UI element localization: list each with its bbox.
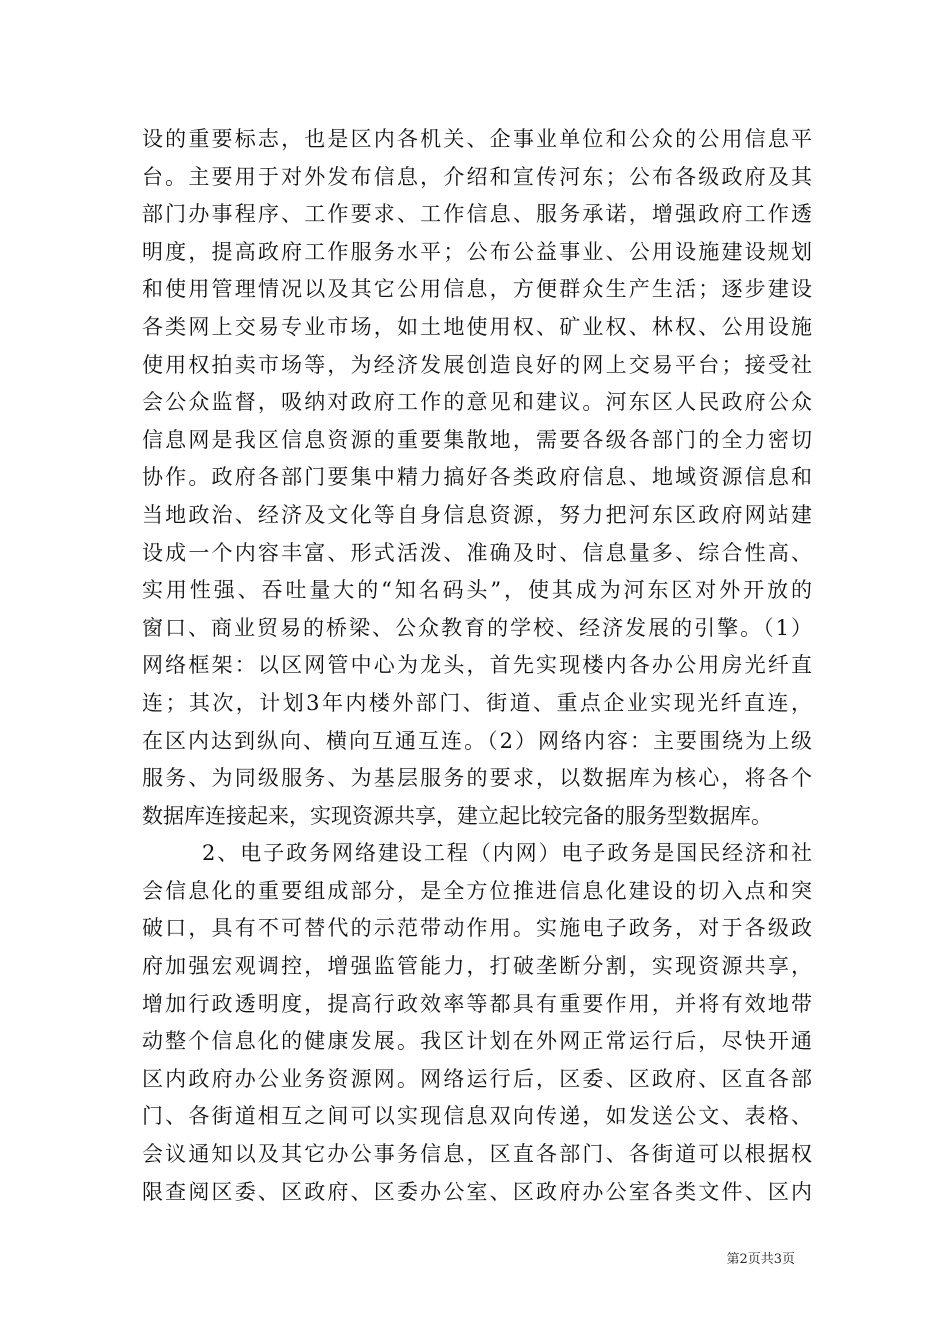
text-line: 设成一个内容丰富、形式活泼、准确及时、信息量多、综合性高、	[142, 540, 812, 565]
text-line: 会议通知以及其它办公事务信息，区直各部门、各街道可以根据权	[142, 1142, 812, 1167]
text-line: 门、各街道相互之间可以实现信息双向传递，如发送公文、表格、	[142, 1104, 812, 1129]
body-text	[142, 121, 812, 1211]
text-line: 服务、为同级服务、为基层服务的要求，以数据库为核心，将各个	[142, 766, 812, 791]
text-line: 实用性强、吞吐量大的“知名码头”，使其成为河东区对外开放的	[142, 578, 812, 603]
text-line: 部门办事程序、工作要求、工作信息、服务承诺，增强政府工作透	[142, 202, 812, 227]
text-line: 会信息化的重要组成部分，是全方位推进信息化建设的切入点和突	[142, 878, 812, 903]
text-line: 数据库连接起来，实现资源共享，建立起比较完备的服务型数据库。	[142, 803, 772, 828]
text-line: 协作。政府各部门要集中精力搞好各类政府信息、地域资源信息和	[142, 465, 812, 490]
text-line: 区内政府办公业务资源网。网络运行后，区委、区政府、区直各部	[142, 1066, 812, 1091]
text-line: 使用权拍卖市场等，为经济发展创造良好的网上交易平台；接受社	[142, 352, 812, 377]
text-line: 在区内达到纵向、横向互通互连。（2）网络内容：主要围绕为上级	[142, 728, 812, 753]
text-line: 窗口、商业贸易的桥梁、公众教育的学校、经济发展的引擎。（1）	[142, 615, 812, 640]
text-line: 当地政治、经济及文化等自身信息资源，努力把河东区政府网站建	[142, 502, 812, 527]
text-line: 动整个信息化的健康发展。我区计划在外网正常运行后，尽快开通	[142, 1029, 812, 1054]
text-line: 各类网上交易专业市场，如土地使用权、矿业权、林权、公用设施	[142, 314, 812, 339]
text-line: 会公众监督，吸纳对政府工作的意见和建议。河东区人民政府公众	[142, 390, 812, 415]
text-line: 府加强宏观调控，增强监管能力，打破垄断分割，实现资源共享，	[142, 954, 812, 979]
text-line: 增加行政透明度，提高行政效率等都具有重要作用，并将有效地带	[142, 991, 812, 1016]
text-line: 明度，提高政府工作服务水平；公布公益事业、公用设施建设规划	[142, 239, 812, 264]
text-line: 网络框架：以区网管中心为龙头，首先实现楼内各办公用房光纤直	[142, 653, 812, 678]
text-line: 限查阅区委、区政府、区委办公室、区政府办公室各类文件、区内	[142, 1179, 812, 1204]
text-line: 台。主要用于对外发布信息，介绍和宣传河东；公布各级政府及其	[142, 164, 812, 189]
paragraph-start-line: 2、电子政务网络建设工程（内网）电子政务是国民经济和社	[202, 841, 812, 866]
page-number: 第2页共3页	[726, 1252, 795, 1267]
text-line: 信息网是我区信息资源的重要集散地，需要各级各部门的全力密切	[142, 427, 812, 452]
text-line: 连；其次，计划3年内楼外部门、街道、重点企业实现光纤直连，	[142, 690, 812, 715]
text-line: 和使用管理情况以及其它公用信息，方便群众生产生活；逐步建设	[142, 277, 812, 302]
text-line: 设的重要标志，也是区内各机关、企事业单位和公众的公用信息平	[142, 127, 812, 151]
text-line: 破口，具有不可替代的示范带动作用。实施电子政务，对于各级政	[142, 916, 812, 941]
